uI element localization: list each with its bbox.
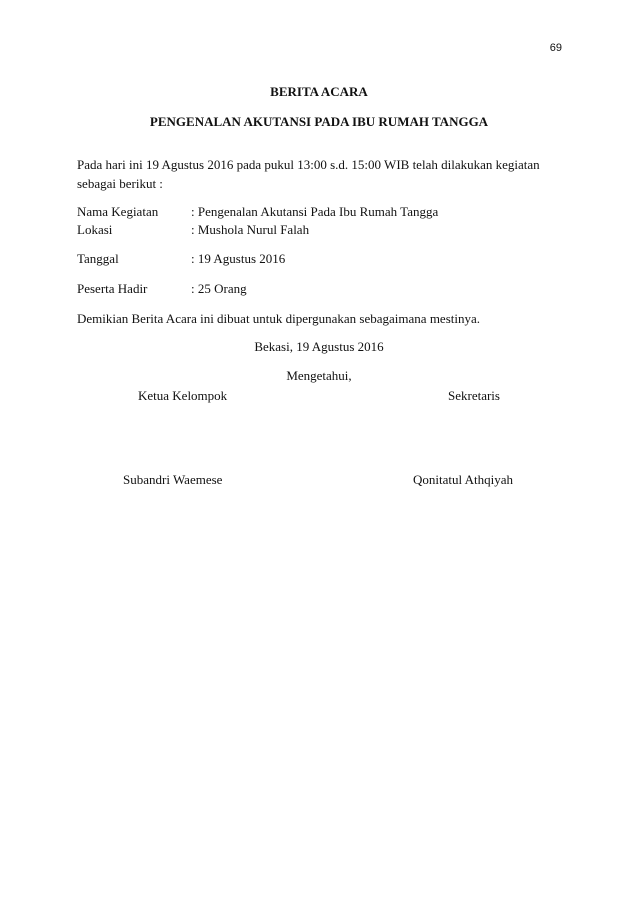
document-subtitle: PENGENALAN AKUTANSI PADA IBU RUMAH TANGGA [149, 114, 489, 129]
page-number: 69 [549, 42, 562, 54]
detail-label: Lokasi [77, 222, 113, 237]
intro-paragraph: Pada hari ini 19 Agustus 2016 pada pukul 13:00 s.d. 15:00 WIB telah dilakukan kegiatan sebagai berikut : [77, 157, 540, 191]
closing-statement: Demikian Berita Acara ini dibuat untuk dipergunakan sebagaimana mestinya. [77, 311, 480, 326]
signatory-left-name: Subandri Waemese [123, 472, 223, 487]
detail-label: Tanggal [77, 251, 119, 266]
detail-label: Nama Kegiatan [77, 204, 159, 219]
place-date: Bekasi, 19 Agustus 2016 [254, 339, 384, 354]
signatory-right-name: Qonitatul Athqiyah [413, 472, 514, 487]
document-title: BERITA ACARA [270, 84, 368, 99]
detail-label: Peserta Hadir [77, 281, 148, 296]
detail-value: : Mushola Nurul Falah [191, 222, 310, 237]
detail-value: : 25 Orang [191, 281, 247, 296]
signatory-left-role: Ketua Kelompok [138, 388, 228, 403]
detail-value: : Pengenalan Akutansi Pada Ibu Rumah Tangga [191, 204, 439, 219]
signatory-right-role: Sekretaris [448, 388, 500, 403]
detail-value: : 19 Agustus 2016 [191, 251, 286, 266]
acknowledged-label: Mengetahui, [286, 368, 352, 383]
